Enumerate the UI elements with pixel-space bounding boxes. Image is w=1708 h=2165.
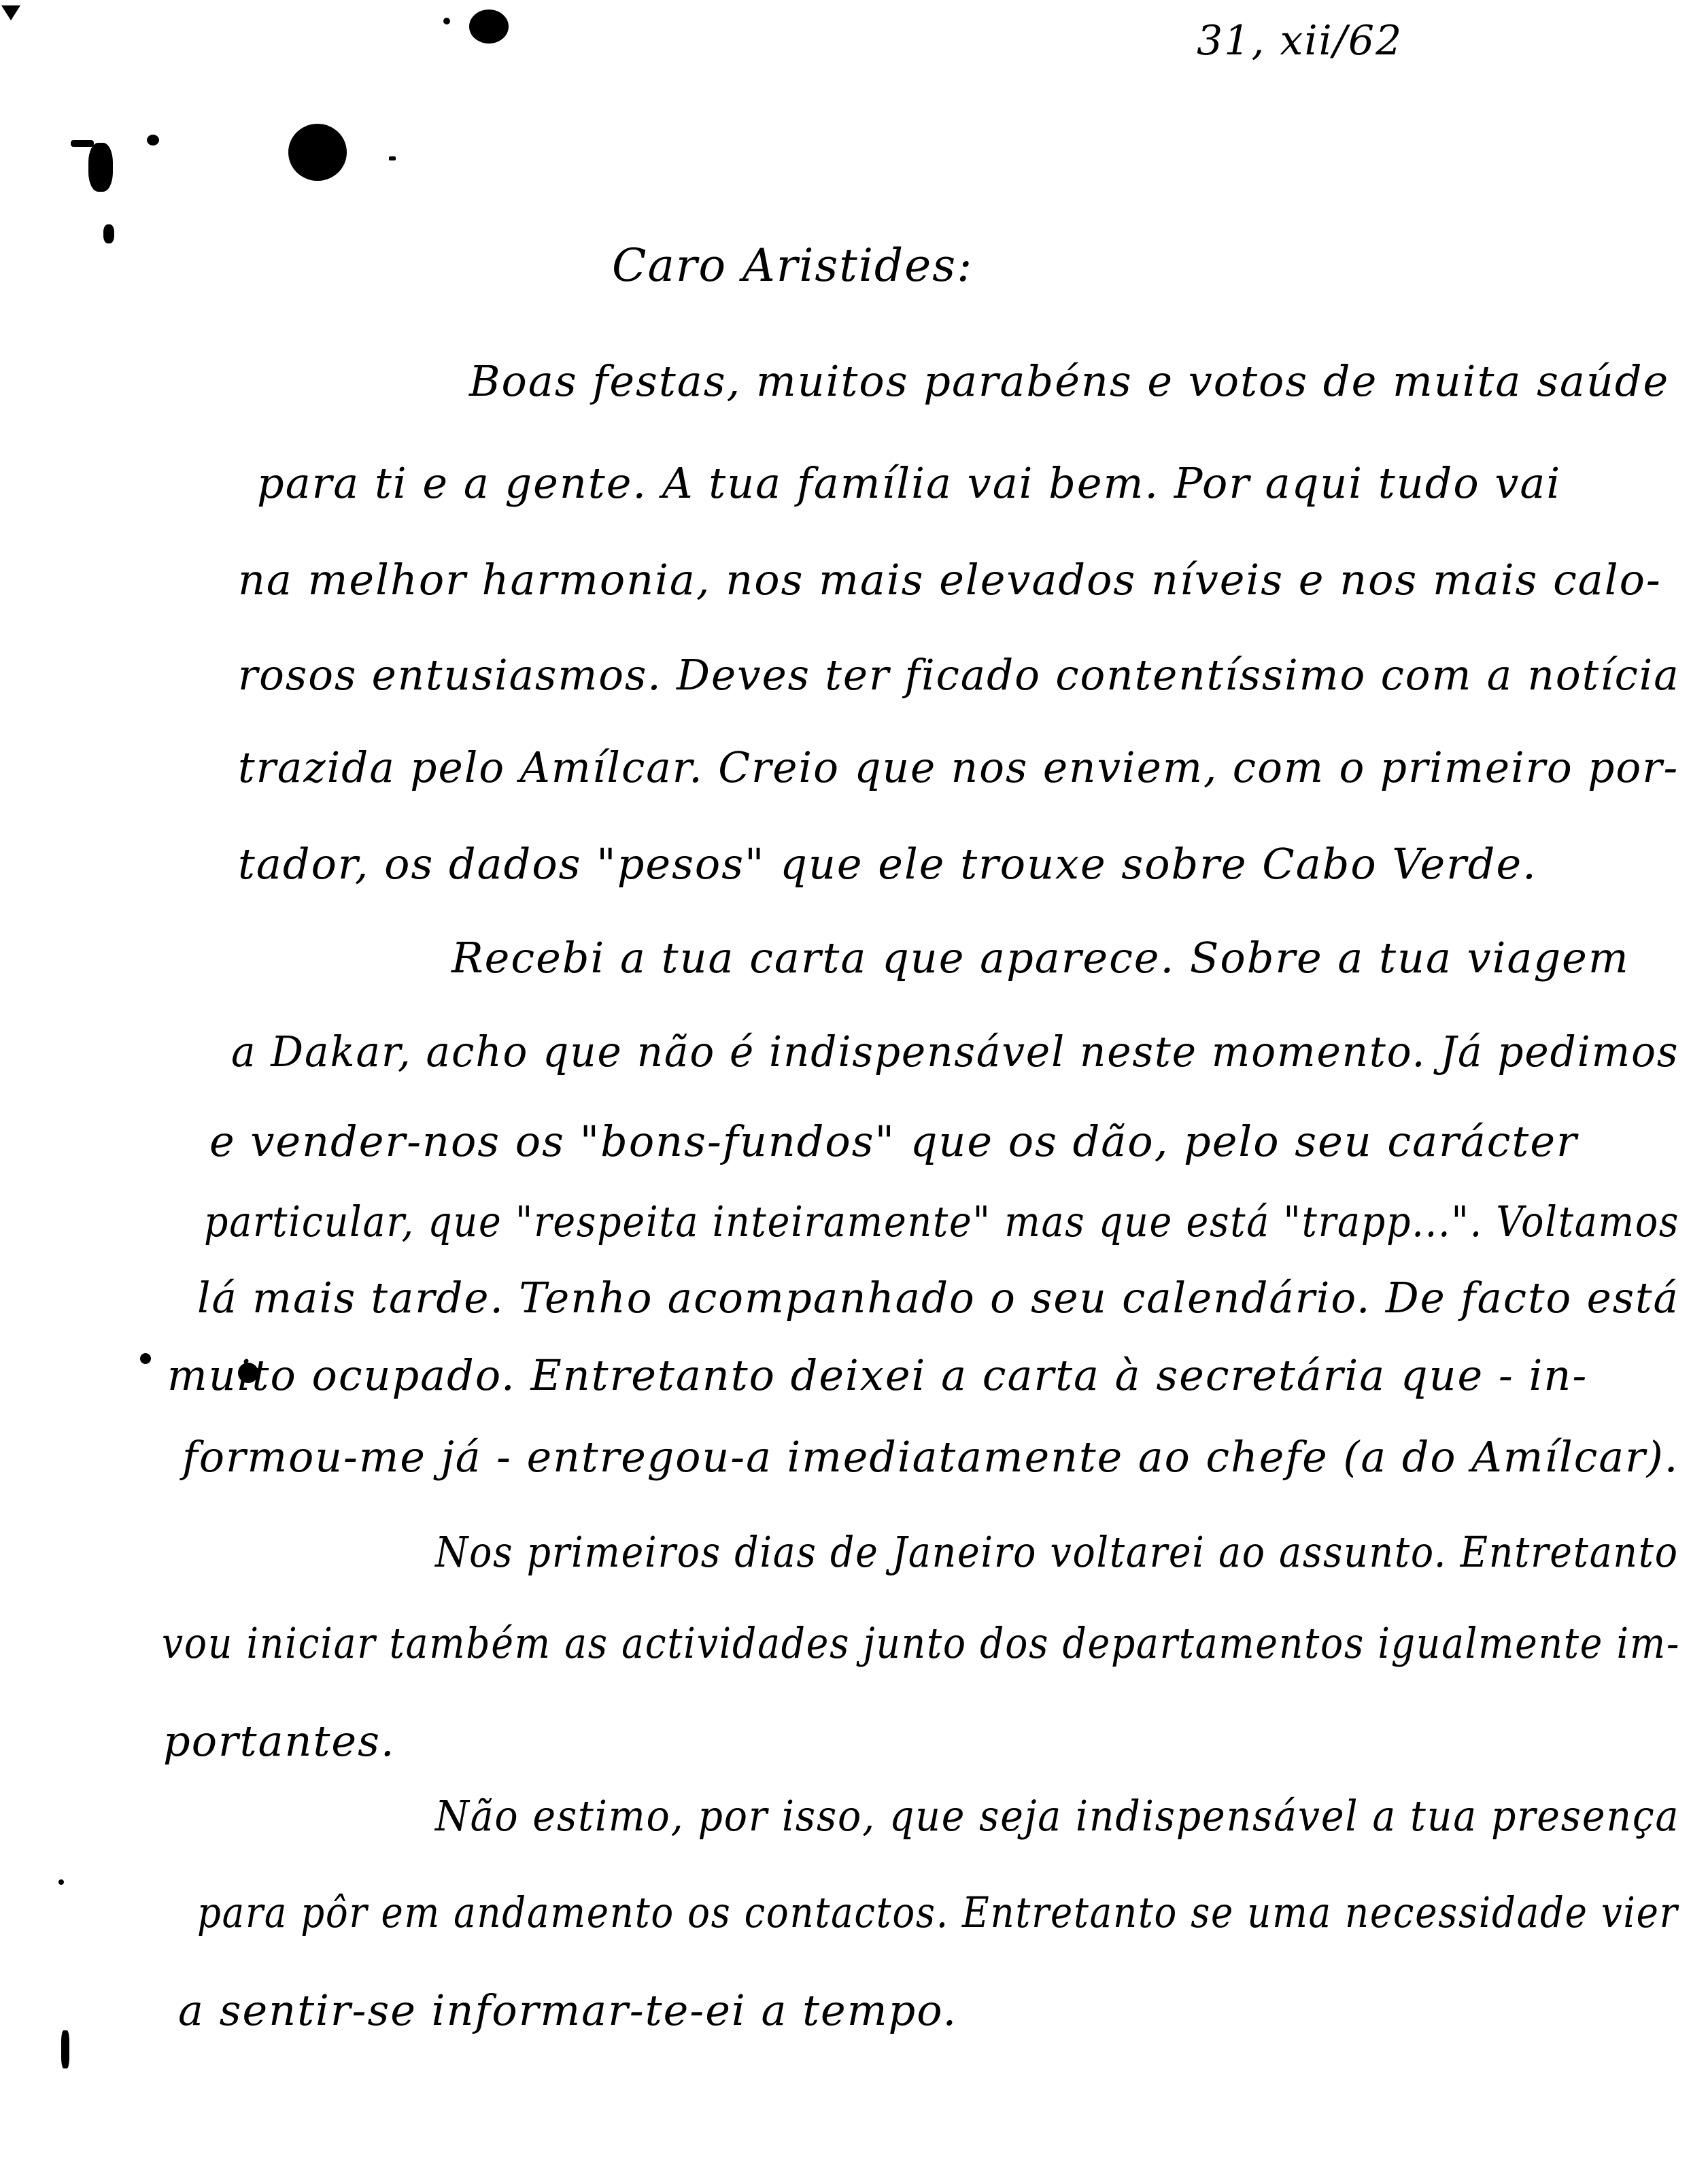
ink-blot <box>58 1879 64 1885</box>
letter-date: 31, xii/62 <box>1197 17 1403 65</box>
letter-line: Boas festas, muitos parabéns e votos de muita saúde <box>469 356 1670 406</box>
letter-line: portantes. <box>163 1716 396 1766</box>
letter-salutation: Caro Aristides: <box>612 239 974 292</box>
letter-line: na melhor harmonia, nos mais elevados níveis e nos mais calo- <box>238 555 1662 604</box>
letter-line: para ti e a gente. A tua família vai bem. Por aqui tudo vai <box>257 458 1562 508</box>
ink-blot <box>443 18 450 24</box>
letter-line: muito ocupado. Entretanto deixei a carta à secretária que - in- <box>167 1350 1588 1400</box>
letter-line: particular, que "respeita inteiramente" mas que está "trapp...". Voltamos <box>204 1197 1680 1246</box>
ink-blot <box>61 2030 69 2068</box>
letter-line: a sentir-se informar-te-ei a tempo. <box>178 1985 958 2035</box>
letter-line: vou iniciar também as actividades junto dos departamentos igualmente im- <box>162 1618 1681 1668</box>
ink-blot <box>389 156 396 160</box>
letter-line: formou-me já - entregou-a imediatamente ao chefe (a do Amílcar). <box>182 1432 1679 1482</box>
letter-line: tador, os dados "pesos" que ele trouxe sobre Cabo Verde. <box>238 839 1537 889</box>
letter-line: Nos primeiros dias de Janeiro voltarei ao assunto. Entretanto <box>435 1527 1679 1577</box>
ink-blot <box>71 140 94 147</box>
page-corner-mark <box>1 5 20 20</box>
letter-line: Recebi a tua carta que aparece. Sobre a tua viagem <box>451 933 1630 983</box>
letter-line: e vender-nos os "bons-fundos" que os dão, pelo seu carácter <box>209 1116 1578 1166</box>
letter-line: lá mais tarde. Tenho acompanhado o seu calendário. De facto está <box>197 1273 1679 1323</box>
letter-line: trazida pelo Amílcar. Creio que nos enviem, com o primeiro por- <box>238 743 1679 792</box>
ink-blot <box>147 135 159 146</box>
ink-blot <box>103 224 114 243</box>
letter-line: Não estimo, por isso, que seja indispensável a tua presença <box>435 1791 1680 1841</box>
ink-blot <box>469 10 509 44</box>
letter-line: para pôr em andamento os contactos. Entretanto se uma necessidade vier <box>197 1888 1679 1937</box>
ink-blot <box>88 143 113 192</box>
letter-line: a Dakar, acho que não é indispensável neste momento. Já pedimos <box>231 1027 1679 1076</box>
punch-hole <box>288 124 347 181</box>
ink-blot <box>140 1353 151 1364</box>
letter-line: rosos entusiasmos. Deves ter ficado contentíssimo com a notícia <box>238 650 1680 700</box>
